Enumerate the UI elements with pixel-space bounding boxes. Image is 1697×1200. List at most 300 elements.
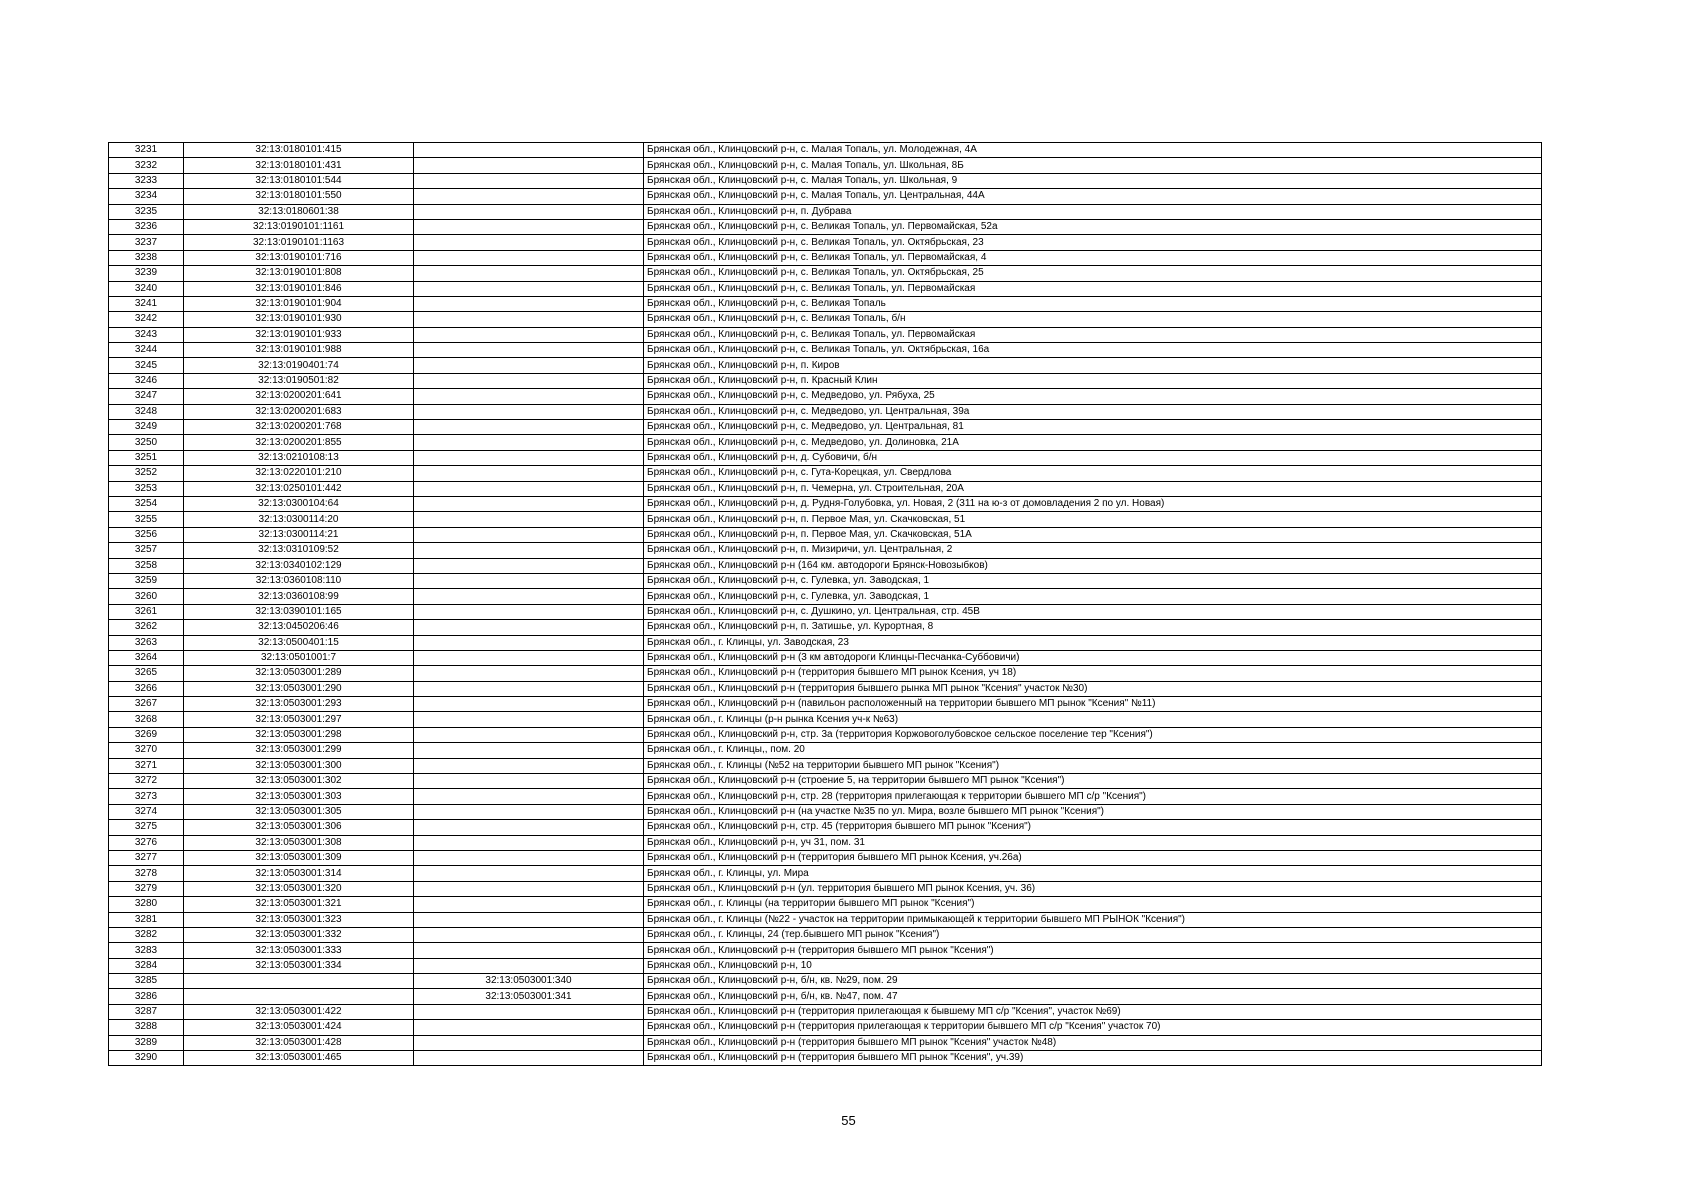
cadastral-number-2-cell xyxy=(414,143,644,158)
address-cell: Брянская обл., Клинцовский р-н, с. Великая Топаль, ул. Первомайская, 4 xyxy=(644,250,1542,265)
cadastral-number-cell: 32:13:0340102:129 xyxy=(184,558,414,573)
row-number-cell: 3248 xyxy=(109,404,184,419)
address-cell: Брянская обл., Клинцовский р-н (территория бывшего МП рынок Ксения, уч 18) xyxy=(644,666,1542,681)
row-number-cell: 3277 xyxy=(109,850,184,865)
cadastral-number-2-cell xyxy=(414,204,644,219)
row-number-cell: 3278 xyxy=(109,866,184,881)
cadastral-number-cell: 32:13:0503001:428 xyxy=(184,1035,414,1050)
cadastral-number-2-cell xyxy=(414,496,644,511)
cadastral-number-2-cell xyxy=(414,266,644,281)
cadastral-number-2-cell xyxy=(414,943,644,958)
table-row xyxy=(109,835,1542,850)
address-cell: Брянская обл., Клинцовский р-н, п. Дубрава xyxy=(644,204,1542,219)
address-cell: Брянская обл., Клинцовский р-н (164 км. автодороги Брянск-Новозыбков) xyxy=(644,558,1542,573)
address-cell: Брянская обл., Клинцовский р-н, с. Гулевка, ул. Заводская, 1 xyxy=(644,589,1542,604)
address-cell: Брянская обл., Клинцовский р-н, с. Великая Топаль xyxy=(644,296,1542,311)
cadastral-number-2-cell xyxy=(414,604,644,619)
row-number-cell: 3232 xyxy=(109,158,184,173)
table-row xyxy=(109,358,1542,373)
row-number-cell: 3242 xyxy=(109,312,184,327)
address-cell: Брянская обл., Клинцовский р-н (территория бывшего МП рынок "Ксения", уч.39) xyxy=(644,1051,1542,1066)
table-row xyxy=(109,620,1542,635)
address-cell: Брянская обл., Клинцовский р-н, с. Малая Топаль, ул. Центральная, 44А xyxy=(644,189,1542,204)
cadastral-number-2-cell: 32:13:0503001:340 xyxy=(414,974,644,989)
address-cell: Брянская обл., Клинцовский р-н, п. Первое Мая, ул. Скачковская, 51 xyxy=(644,512,1542,527)
address-cell: Брянская обл., Клинцовский р-н, д. Рудня-Голубовка, ул. Новая, 2 (311 на ю-з от домовладения 2 по ул. Новая) xyxy=(644,496,1542,511)
table-row xyxy=(109,758,1542,773)
row-number-cell: 3280 xyxy=(109,897,184,912)
cadastral-number-cell: 32:13:0360108:99 xyxy=(184,589,414,604)
address-cell: Брянская обл., Клинцовский р-н, б/н, кв. №47, пом. 47 xyxy=(644,989,1542,1004)
cadastral-number-cell: 32:13:0500401:15 xyxy=(184,635,414,650)
row-number-cell: 3271 xyxy=(109,758,184,773)
cadastral-number-cell: 32:13:0390101:165 xyxy=(184,604,414,619)
cadastral-number-cell: 32:13:0200201:768 xyxy=(184,420,414,435)
cadastral-number-cell: 32:13:0503001:422 xyxy=(184,1004,414,1019)
address-cell: Брянская обл., г. Клинцы, 24 (тер.бывшего МП рынок "Ксения") xyxy=(644,927,1542,942)
cadastral-number-2-cell xyxy=(414,389,644,404)
address-cell: Брянская обл., Клинцовский р-н (на участке №35 по ул. Мира, возле бывшего МП рынок "Ксения") xyxy=(644,804,1542,819)
row-number-cell: 3252 xyxy=(109,466,184,481)
cadastral-number-cell: 32:13:0503001:320 xyxy=(184,881,414,896)
cadastral-number-2-cell xyxy=(414,466,644,481)
row-number-cell: 3284 xyxy=(109,958,184,973)
cadastral-number-2-cell xyxy=(414,620,644,635)
cadastral-number-2-cell xyxy=(414,774,644,789)
cadastral-number-cell: 32:13:0250101:442 xyxy=(184,481,414,496)
row-number-cell: 3285 xyxy=(109,974,184,989)
address-cell: Брянская обл., Клинцовский р-н, с. Медведово, ул. Долиновка, 21А xyxy=(644,435,1542,450)
table-row xyxy=(109,435,1542,450)
row-number-cell: 3235 xyxy=(109,204,184,219)
row-number-cell: 3246 xyxy=(109,373,184,388)
cadastral-number-cell: 32:13:0503001:309 xyxy=(184,850,414,865)
row-number-cell: 3268 xyxy=(109,712,184,727)
address-cell: Брянская обл., г. Клинцы, ул. Заводская, 23 xyxy=(644,635,1542,650)
cadastral-number-2-cell xyxy=(414,835,644,850)
table-row xyxy=(109,389,1542,404)
cadastral-number-2-cell xyxy=(414,435,644,450)
row-number-cell: 3238 xyxy=(109,250,184,265)
cadastral-number-2-cell xyxy=(414,543,644,558)
table-row xyxy=(109,512,1542,527)
cadastral-number-2-cell xyxy=(414,666,644,681)
table-body xyxy=(109,143,1542,1066)
row-number-cell: 3288 xyxy=(109,1020,184,1035)
row-number-cell: 3244 xyxy=(109,343,184,358)
address-cell: Брянская обл., Клинцовский р-н (строение 5, на территории бывшего МП рынок "Ксения") xyxy=(644,774,1542,789)
cadastral-number-2-cell xyxy=(414,789,644,804)
cadastral-number-2-cell xyxy=(414,820,644,835)
table-row xyxy=(109,204,1542,219)
cadastral-number-2-cell xyxy=(414,743,644,758)
cadastral-number-2-cell xyxy=(414,897,644,912)
cadastral-number-cell: 32:13:0503001:303 xyxy=(184,789,414,804)
cadastral-number-cell: 32:13:0310109:52 xyxy=(184,543,414,558)
cadastral-number-cell: 32:13:0503001:308 xyxy=(184,835,414,850)
cadastral-number-cell: 32:13:0200201:683 xyxy=(184,404,414,419)
table-row xyxy=(109,681,1542,696)
cadastral-number-2-cell xyxy=(414,589,644,604)
table-row xyxy=(109,266,1542,281)
row-number-cell: 3287 xyxy=(109,1004,184,1019)
row-number-cell: 3231 xyxy=(109,143,184,158)
table-row xyxy=(109,697,1542,712)
cadastral-number-cell: 32:13:0200201:641 xyxy=(184,389,414,404)
row-number-cell: 3275 xyxy=(109,820,184,835)
table-row xyxy=(109,496,1542,511)
cadastral-number-cell: 32:13:0503001:424 xyxy=(184,1020,414,1035)
row-number-cell: 3269 xyxy=(109,727,184,742)
address-cell: Брянская обл., Клинцовский р-н (территория прилегающая к бывшему МП с/р "Ксения", участок №69) xyxy=(644,1004,1542,1019)
cadastral-number-2-cell xyxy=(414,296,644,311)
row-number-cell: 3273 xyxy=(109,789,184,804)
row-number-cell: 3267 xyxy=(109,697,184,712)
cadastral-number-cell: 32:13:0503001:298 xyxy=(184,727,414,742)
cadastral-number-cell xyxy=(184,989,414,1004)
row-number-cell: 3239 xyxy=(109,266,184,281)
table-row xyxy=(109,312,1542,327)
cadastral-number-cell: 32:13:0503001:300 xyxy=(184,758,414,773)
address-cell: Брянская обл., Клинцовский р-н, с. Великая Топаль, ул. Октябрьская, 25 xyxy=(644,266,1542,281)
cadastral-number-cell: 32:13:0360108:110 xyxy=(184,573,414,588)
address-cell: Брянская обл., Клинцовский р-н, п. Чемерна, ул. Строительная, 20А xyxy=(644,481,1542,496)
row-number-cell: 3237 xyxy=(109,235,184,250)
address-cell: Брянская обл., Клинцовский р-н, с. Великая Топаль, ул. Октябрьская, 16а xyxy=(644,343,1542,358)
cadastral-number-2-cell xyxy=(414,927,644,942)
address-cell: Брянская обл., г. Клинцы, ул. Мира xyxy=(644,866,1542,881)
page-number: 55 xyxy=(841,1113,856,1128)
table-row xyxy=(109,789,1542,804)
table-row xyxy=(109,558,1542,573)
cadastral-number-2-cell xyxy=(414,881,644,896)
row-number-cell: 3257 xyxy=(109,543,184,558)
cadastral-number-cell: 32:13:0190101:1163 xyxy=(184,235,414,250)
table-row xyxy=(109,743,1542,758)
cadastral-number-cell: 32:13:0190101:808 xyxy=(184,266,414,281)
row-number-cell: 3276 xyxy=(109,835,184,850)
cadastral-number-cell xyxy=(184,974,414,989)
cadastral-number-cell: 32:13:0503001:289 xyxy=(184,666,414,681)
cadastral-number-cell: 32:13:0300104:64 xyxy=(184,496,414,511)
cadastral-number-2-cell xyxy=(414,281,644,296)
address-cell: Брянская обл., Клинцовский р-н, с. Великая Топаль, б/н xyxy=(644,312,1542,327)
cadastral-number-cell: 32:13:0190101:930 xyxy=(184,312,414,327)
address-cell: Брянская обл., Клинцовский р-н, с. Великая Топаль, ул. Октябрьская, 23 xyxy=(644,235,1542,250)
table-row xyxy=(109,650,1542,665)
address-cell: Брянская обл., Клинцовский р-н, д. Субовичи, б/н xyxy=(644,450,1542,465)
cadastral-number-cell: 32:13:0190101:933 xyxy=(184,327,414,342)
table-row xyxy=(109,989,1542,1004)
address-cell: Брянская обл., Клинцовский р-н, с. Гулевка, ул. Заводская, 1 xyxy=(644,573,1542,588)
row-number-cell: 3260 xyxy=(109,589,184,604)
cadastral-number-2-cell xyxy=(414,558,644,573)
cadastral-number-cell: 32:13:0190101:716 xyxy=(184,250,414,265)
address-cell: Брянская обл., Клинцовский р-н, с. Гута-Корецкая, ул. Свердлова xyxy=(644,466,1542,481)
cadastral-number-2-cell xyxy=(414,804,644,819)
address-cell: Брянская обл., Клинцовский р-н, с. Душкино, ул. Центральная, стр. 45В xyxy=(644,604,1542,619)
row-number-cell: 3243 xyxy=(109,327,184,342)
row-number-cell: 3250 xyxy=(109,435,184,450)
row-number-cell: 3281 xyxy=(109,912,184,927)
address-cell: Брянская обл., Клинцовский р-н, п. Мизиричи, ул. Центральная, 2 xyxy=(644,543,1542,558)
address-cell: Брянская обл., Клинцовский р-н, п. Красный Клин xyxy=(644,373,1542,388)
address-cell: Брянская обл., Клинцовский р-н (3 км автодороги Клинцы-Песчанка-Суббовичи) xyxy=(644,650,1542,665)
row-number-cell: 3283 xyxy=(109,943,184,958)
table-row xyxy=(109,373,1542,388)
table-row xyxy=(109,1004,1542,1019)
row-number-cell: 3274 xyxy=(109,804,184,819)
table-row xyxy=(109,881,1542,896)
address-cell: Брянская обл., Клинцовский р-н, с. Великая Топаль, ул. Первомайская xyxy=(644,281,1542,296)
cadastral-number-cell: 32:13:0503001:290 xyxy=(184,681,414,696)
row-number-cell: 3262 xyxy=(109,620,184,635)
table-row xyxy=(109,420,1542,435)
cadastral-number-cell: 32:13:0503001:302 xyxy=(184,774,414,789)
row-number-cell: 3263 xyxy=(109,635,184,650)
table-row xyxy=(109,1035,1542,1050)
cadastral-number-2-cell xyxy=(414,681,644,696)
table-row xyxy=(109,143,1542,158)
cadastral-number-2-cell xyxy=(414,866,644,881)
address-cell: Брянская обл., Клинцовский р-н (территория бывшего МП рынок "Ксения" участок №48) xyxy=(644,1035,1542,1050)
row-number-cell: 3259 xyxy=(109,573,184,588)
cadastral-number-cell: 32:13:0200201:855 xyxy=(184,435,414,450)
cadastral-number-2-cell xyxy=(414,697,644,712)
address-cell: Брянская обл., Клинцовский р-н, п. Затишье, ул. Курортная, 8 xyxy=(644,620,1542,635)
table-row xyxy=(109,219,1542,234)
cadastral-number-2-cell xyxy=(414,573,644,588)
cadastral-number-2-cell xyxy=(414,650,644,665)
address-cell: Брянская обл., Клинцовский р-н, п. Первое Мая, ул. Скачковская, 51А xyxy=(644,527,1542,542)
registry-table xyxy=(108,142,1542,1066)
cadastral-number-2-cell: 32:13:0503001:341 xyxy=(414,989,644,1004)
cadastral-number-cell: 32:13:0503001:314 xyxy=(184,866,414,881)
cadastral-number-2-cell xyxy=(414,481,644,496)
table-row xyxy=(109,912,1542,927)
address-cell: Брянская обл., Клинцовский р-н, стр. 3а (территория Коржовоголубовское сельское поселение тер "Ксения") xyxy=(644,727,1542,742)
table-row xyxy=(109,712,1542,727)
row-number-cell: 3234 xyxy=(109,189,184,204)
row-number-cell: 3249 xyxy=(109,420,184,435)
cadastral-number-2-cell xyxy=(414,912,644,927)
row-number-cell: 3258 xyxy=(109,558,184,573)
address-cell: Брянская обл., Клинцовский р-н, с. Медведово, ул. Рябуха, 25 xyxy=(644,389,1542,404)
cadastral-number-cell: 32:13:0180101:550 xyxy=(184,189,414,204)
row-number-cell: 3253 xyxy=(109,481,184,496)
address-cell: Брянская обл., г. Клинцы,, пом. 20 xyxy=(644,743,1542,758)
table-row xyxy=(109,927,1542,942)
row-number-cell: 3270 xyxy=(109,743,184,758)
table-row xyxy=(109,450,1542,465)
cadastral-number-cell: 32:13:0503001:299 xyxy=(184,743,414,758)
table-row xyxy=(109,804,1542,819)
table-row xyxy=(109,974,1542,989)
cadastral-number-2-cell xyxy=(414,450,644,465)
row-number-cell: 3251 xyxy=(109,450,184,465)
address-cell: Брянская обл., Клинцовский р-н, с. Медведово, ул. Центральная, 81 xyxy=(644,420,1542,435)
cadastral-number-2-cell xyxy=(414,343,644,358)
row-number-cell: 3240 xyxy=(109,281,184,296)
cadastral-number-cell: 32:13:0503001:333 xyxy=(184,943,414,958)
table-row xyxy=(109,727,1542,742)
address-cell: Брянская обл., Клинцовский р-н, б/н, кв. №29, пом. 29 xyxy=(644,974,1542,989)
cadastral-number-2-cell xyxy=(414,1004,644,1019)
cadastral-number-cell: 32:13:0180101:544 xyxy=(184,173,414,188)
table-row xyxy=(109,281,1542,296)
cadastral-number-cell: 32:13:0450206:46 xyxy=(184,620,414,635)
row-number-cell: 3290 xyxy=(109,1051,184,1066)
cadastral-number-cell: 32:13:0210108:13 xyxy=(184,450,414,465)
cadastral-number-cell: 32:13:0180601:38 xyxy=(184,204,414,219)
address-cell: Брянская обл., г. Клинцы (на территории бывшего МП рынок "Ксения") xyxy=(644,897,1542,912)
address-cell: Брянская обл., Клинцовский р-н, с. Малая Топаль, ул. Школьная, 8Б xyxy=(644,158,1542,173)
table-row xyxy=(109,527,1542,542)
cadastral-number-2-cell xyxy=(414,250,644,265)
table-row xyxy=(109,897,1542,912)
cadastral-number-cell: 32:13:0190101:1161 xyxy=(184,219,414,234)
cadastral-number-cell: 32:13:0220101:210 xyxy=(184,466,414,481)
cadastral-number-2-cell xyxy=(414,235,644,250)
cadastral-number-cell: 32:13:0503001:321 xyxy=(184,897,414,912)
cadastral-number-cell: 32:13:0190101:988 xyxy=(184,343,414,358)
table-row xyxy=(109,343,1542,358)
address-cell: Брянская обл., Клинцовский р-н (территория бывшего МП рынок Ксения, уч.26а) xyxy=(644,850,1542,865)
table-row xyxy=(109,158,1542,173)
address-cell: Брянская обл., Клинцовский р-н (территория бывшего рынка МП рынок "Ксения" участок №30) xyxy=(644,681,1542,696)
table-row xyxy=(109,635,1542,650)
cadastral-number-cell: 32:13:0180101:415 xyxy=(184,143,414,158)
table-row xyxy=(109,543,1542,558)
address-cell: Брянская обл., Клинцовский р-н, стр. 28 (территория прилегающая к территории бывшего МП с/р "Ксения") xyxy=(644,789,1542,804)
table-row xyxy=(109,235,1542,250)
cadastral-number-cell: 32:13:0300114:21 xyxy=(184,527,414,542)
cadastral-number-2-cell xyxy=(414,1035,644,1050)
cadastral-number-2-cell xyxy=(414,958,644,973)
cadastral-number-cell: 32:13:0503001:293 xyxy=(184,697,414,712)
address-cell: Брянская обл., Клинцовский р-н (территория прилегающая к территории бывшего МП с/р "Ксения" участок 70) xyxy=(644,1020,1542,1035)
cadastral-number-2-cell xyxy=(414,758,644,773)
cadastral-number-2-cell xyxy=(414,527,644,542)
cadastral-number-cell: 32:13:0503001:306 xyxy=(184,820,414,835)
table-row xyxy=(109,173,1542,188)
cadastral-number-2-cell xyxy=(414,173,644,188)
address-cell: Брянская обл., Клинцовский р-н, 10 xyxy=(644,958,1542,973)
row-number-cell: 3254 xyxy=(109,496,184,511)
cadastral-number-2-cell xyxy=(414,727,644,742)
row-number-cell: 3286 xyxy=(109,989,184,1004)
cadastral-number-2-cell xyxy=(414,358,644,373)
row-number-cell: 3233 xyxy=(109,173,184,188)
address-cell: Брянская обл., Клинцовский р-н, п. Киров xyxy=(644,358,1542,373)
row-number-cell: 3256 xyxy=(109,527,184,542)
row-number-cell: 3261 xyxy=(109,604,184,619)
cadastral-number-cell: 32:13:0190401:74 xyxy=(184,358,414,373)
table-row xyxy=(109,958,1542,973)
row-number-cell: 3264 xyxy=(109,650,184,665)
address-cell: Брянская обл., Клинцовский р-н, с. Медведово, ул. Центральная, 39а xyxy=(644,404,1542,419)
cadastral-number-2-cell xyxy=(414,327,644,342)
table-row xyxy=(109,250,1542,265)
cadastral-number-2-cell xyxy=(414,420,644,435)
table-row xyxy=(109,466,1542,481)
cadastral-number-2-cell xyxy=(414,850,644,865)
cadastral-number-cell: 32:13:0503001:305 xyxy=(184,804,414,819)
cadastral-number-cell: 32:13:0503001:465 xyxy=(184,1051,414,1066)
table-row xyxy=(109,189,1542,204)
address-cell: Брянская обл., Клинцовский р-н (ул. территория бывшего МП рынок Ксения, уч. 36) xyxy=(644,881,1542,896)
cadastral-number-cell: 32:13:0180101:431 xyxy=(184,158,414,173)
cadastral-number-2-cell xyxy=(414,158,644,173)
cadastral-number-2-cell xyxy=(414,1051,644,1066)
cadastral-number-cell: 32:13:0190101:846 xyxy=(184,281,414,296)
table-row xyxy=(109,327,1542,342)
table-row xyxy=(109,1020,1542,1035)
cadastral-number-2-cell xyxy=(414,373,644,388)
table-row xyxy=(109,850,1542,865)
cadastral-number-2-cell xyxy=(414,219,644,234)
table-row xyxy=(109,481,1542,496)
cadastral-number-2-cell xyxy=(414,712,644,727)
cadastral-number-2-cell xyxy=(414,189,644,204)
cadastral-number-2-cell xyxy=(414,635,644,650)
address-cell: Брянская обл., Клинцовский р-н (территория бывшего МП рынок "Ксения") xyxy=(644,943,1542,958)
table-row xyxy=(109,296,1542,311)
cadastral-number-cell: 32:13:0503001:332 xyxy=(184,927,414,942)
cadastral-number-2-cell xyxy=(414,512,644,527)
cadastral-number-cell: 32:13:0503001:323 xyxy=(184,912,414,927)
row-number-cell: 3236 xyxy=(109,219,184,234)
row-number-cell: 3245 xyxy=(109,358,184,373)
row-number-cell: 3255 xyxy=(109,512,184,527)
address-cell: Брянская обл., г. Клинцы (№52 на территории бывшего МП рынок "Ксения") xyxy=(644,758,1542,773)
address-cell: Брянская обл., Клинцовский р-н, с. Великая Топаль, ул. Первомайская, 52а xyxy=(644,219,1542,234)
address-cell: Брянская обл., г. Клинцы (№22 - участок на территории примыкающей к территории бывшего МП РЫНОК "Ксения") xyxy=(644,912,1542,927)
cadastral-number-cell: 32:13:0300114:20 xyxy=(184,512,414,527)
table-row xyxy=(109,589,1542,604)
row-number-cell: 3282 xyxy=(109,927,184,942)
address-cell: Брянская обл., Клинцовский р-н, с. Великая Топаль, ул. Первомайская xyxy=(644,327,1542,342)
table-row xyxy=(109,943,1542,958)
table-row xyxy=(109,573,1542,588)
table-row xyxy=(109,404,1542,419)
cadastral-number-cell: 32:13:0190501:82 xyxy=(184,373,414,388)
row-number-cell: 3272 xyxy=(109,774,184,789)
cadastral-number-2-cell xyxy=(414,404,644,419)
table-row xyxy=(109,666,1542,681)
cadastral-number-cell: 32:13:0190101:904 xyxy=(184,296,414,311)
address-cell: Брянская обл., Клинцовский р-н, с. Малая Топаль, ул. Молодежная, 4А xyxy=(644,143,1542,158)
cadastral-number-2-cell xyxy=(414,1020,644,1035)
cadastral-number-cell: 32:13:0503001:297 xyxy=(184,712,414,727)
address-cell: Брянская обл., Клинцовский р-н, стр. 45 (территория бывшего МП рынок "Ксения") xyxy=(644,820,1542,835)
row-number-cell: 3241 xyxy=(109,296,184,311)
row-number-cell: 3265 xyxy=(109,666,184,681)
row-number-cell: 3247 xyxy=(109,389,184,404)
row-number-cell: 3266 xyxy=(109,681,184,696)
table-row xyxy=(109,1051,1542,1066)
table-row xyxy=(109,774,1542,789)
table-row xyxy=(109,820,1542,835)
address-cell: Брянская обл., Клинцовский р-н, с. Малая Топаль, ул. Школьная, 9 xyxy=(644,173,1542,188)
row-number-cell: 3279 xyxy=(109,881,184,896)
cadastral-number-cell: 32:13:0501001:7 xyxy=(184,650,414,665)
address-cell: Брянская обл., г. Клинцы (р-н рынка Ксения уч-к №63) xyxy=(644,712,1542,727)
table-row xyxy=(109,866,1542,881)
address-cell: Брянская обл., Клинцовский р-н, уч 31, пом. 31 xyxy=(644,835,1542,850)
table-row xyxy=(109,604,1542,619)
cadastral-number-cell: 32:13:0503001:334 xyxy=(184,958,414,973)
